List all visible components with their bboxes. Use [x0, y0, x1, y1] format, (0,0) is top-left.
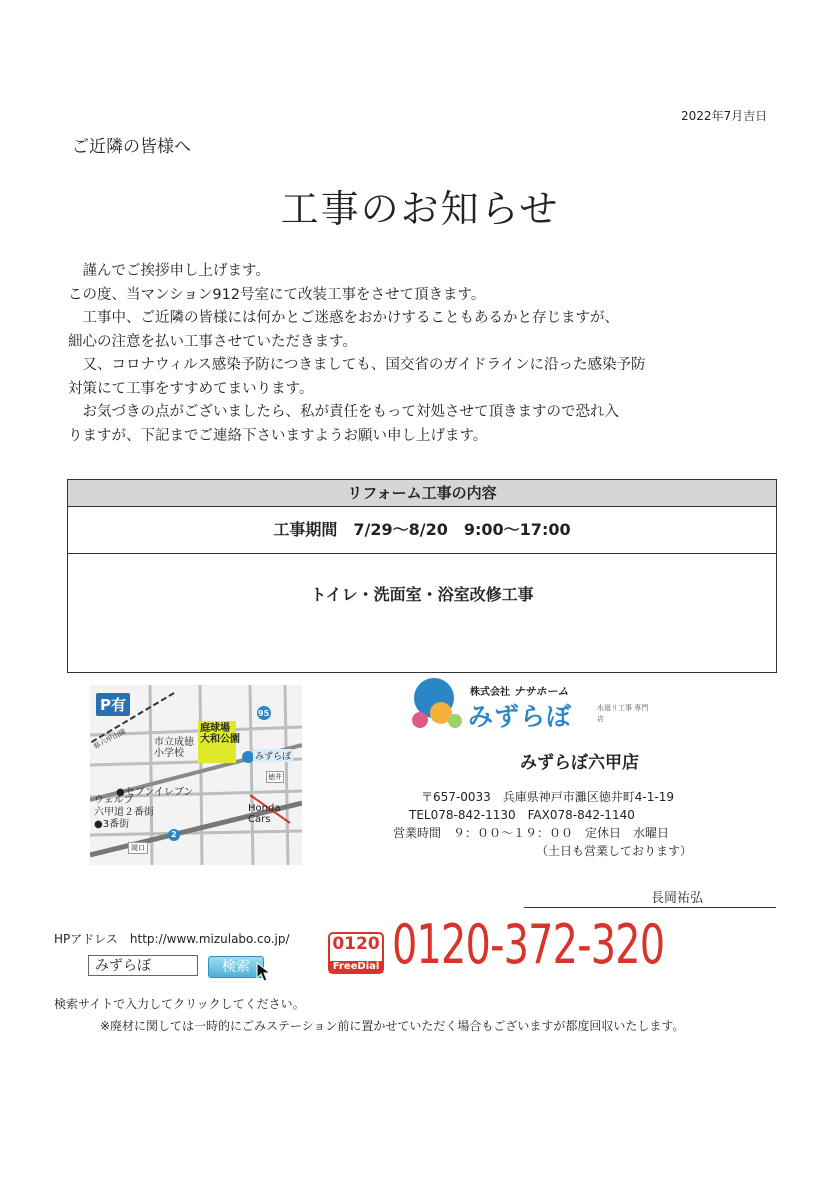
- route-2-label: 2: [171, 830, 177, 839]
- body-line: 対策にて工事をすすめてまいります。: [68, 380, 314, 397]
- logo-green-circle: [448, 714, 462, 728]
- reform-details-header: リフォーム工事の内容: [68, 480, 776, 507]
- mouse-cursor-icon: [256, 962, 272, 982]
- map-welf-label: ウェルブ 六甲道２番街 ●3番街: [94, 795, 154, 830]
- body-line: この度、当マンション912号室にて改装工事をさせて頂きます。: [68, 286, 486, 303]
- map-seven-label: ●セブンイレブン: [116, 787, 194, 798]
- logo-brand: みずらぼ: [468, 702, 573, 731]
- search-input[interactable]: みずらぼ: [88, 955, 198, 976]
- freedial-logo-top: 0120: [332, 934, 380, 954]
- notice-date: 2022年7月吉日: [681, 109, 768, 123]
- reform-details-box: [67, 479, 777, 673]
- map-school-label: 市立成徳 小学校: [154, 737, 194, 759]
- store-hours: 営業時間 ９：００～１９：００ 定休日 水曜日: [393, 826, 670, 840]
- page-title: 工事のお知らせ: [280, 187, 560, 231]
- construction-period: 工事期間 7/29～8/20 9:00～17:00: [68, 507, 776, 554]
- map-label-bottom: 岡口: [128, 842, 148, 854]
- greeting: ご近隣の皆様へ: [72, 137, 191, 157]
- body-line: 工事中、ご近隣の皆様には何かとご迷惑をおかけすることもあるかと存じますが、: [68, 310, 619, 326]
- body-line: 謹んでご挨拶申し上げます。: [68, 263, 270, 279]
- freedial-logo-bottom: FreeDial: [332, 961, 380, 972]
- route-95-label: 95: [258, 709, 270, 718]
- body-line: 又、コロナウィルス感染予防につきましても、国交省のガイドラインに沿った感染予防: [68, 357, 646, 373]
- waste-note: ※廃材に関しては一時的にごみステーション前に置かせていただく場合もございますが都度回収いたします。: [100, 1019, 685, 1033]
- store-tel-fax: TEL078-842-1130 FAX078-842-1140: [409, 808, 635, 822]
- map-park-label: 庭球場 大和公園: [200, 723, 240, 745]
- parking-label: P有: [96, 693, 130, 716]
- store-name: みずらぼ六甲店: [520, 753, 639, 773]
- map-label-top-right: 徳井: [268, 773, 282, 781]
- map-shop-label: みずらぼ: [253, 749, 293, 762]
- body-line: お気づきの点がございましたら、私が責任をもって対処させて頂きますので恐れ入: [68, 404, 619, 420]
- freedial-number[interactable]: 0120-372-320: [392, 913, 665, 976]
- body-line: 細心の注意を払い工事させていただきます。: [68, 333, 357, 350]
- search-button[interactable]: 検索: [208, 956, 264, 978]
- freedial-logo: [328, 932, 384, 974]
- map-honda-label: Honda Cars: [248, 803, 281, 825]
- signature-line: [524, 907, 776, 908]
- map-road-label: 県六甲山線: [92, 727, 128, 751]
- logo-company-name: ナサホーム: [513, 685, 569, 698]
- store-address: 〒657-0033 兵庫県神戸市灘区徳井町4-1-19: [421, 790, 674, 804]
- construction-work: トイレ・洗面室・浴室改修工事: [310, 585, 534, 604]
- body-line: りますが、下記までご連絡下さいますようお願い申し上げます。: [68, 427, 488, 444]
- search-hint: 検索サイトで入力してクリックしてください。: [54, 997, 305, 1011]
- store-hours-note: （土日も営業しております）: [536, 844, 693, 858]
- signature: 長岡祐弘: [651, 891, 704, 906]
- logo-company-prefix: 株式会社: [470, 687, 510, 698]
- logo-subtitle: 水廻リ工事 専門店: [597, 704, 649, 723]
- hp-address: HPアドレス http://www.mizulabo.co.jp/: [54, 932, 290, 946]
- body-text: [68, 260, 788, 448]
- access-map: [90, 685, 302, 865]
- logo-pink-circle: [412, 712, 428, 728]
